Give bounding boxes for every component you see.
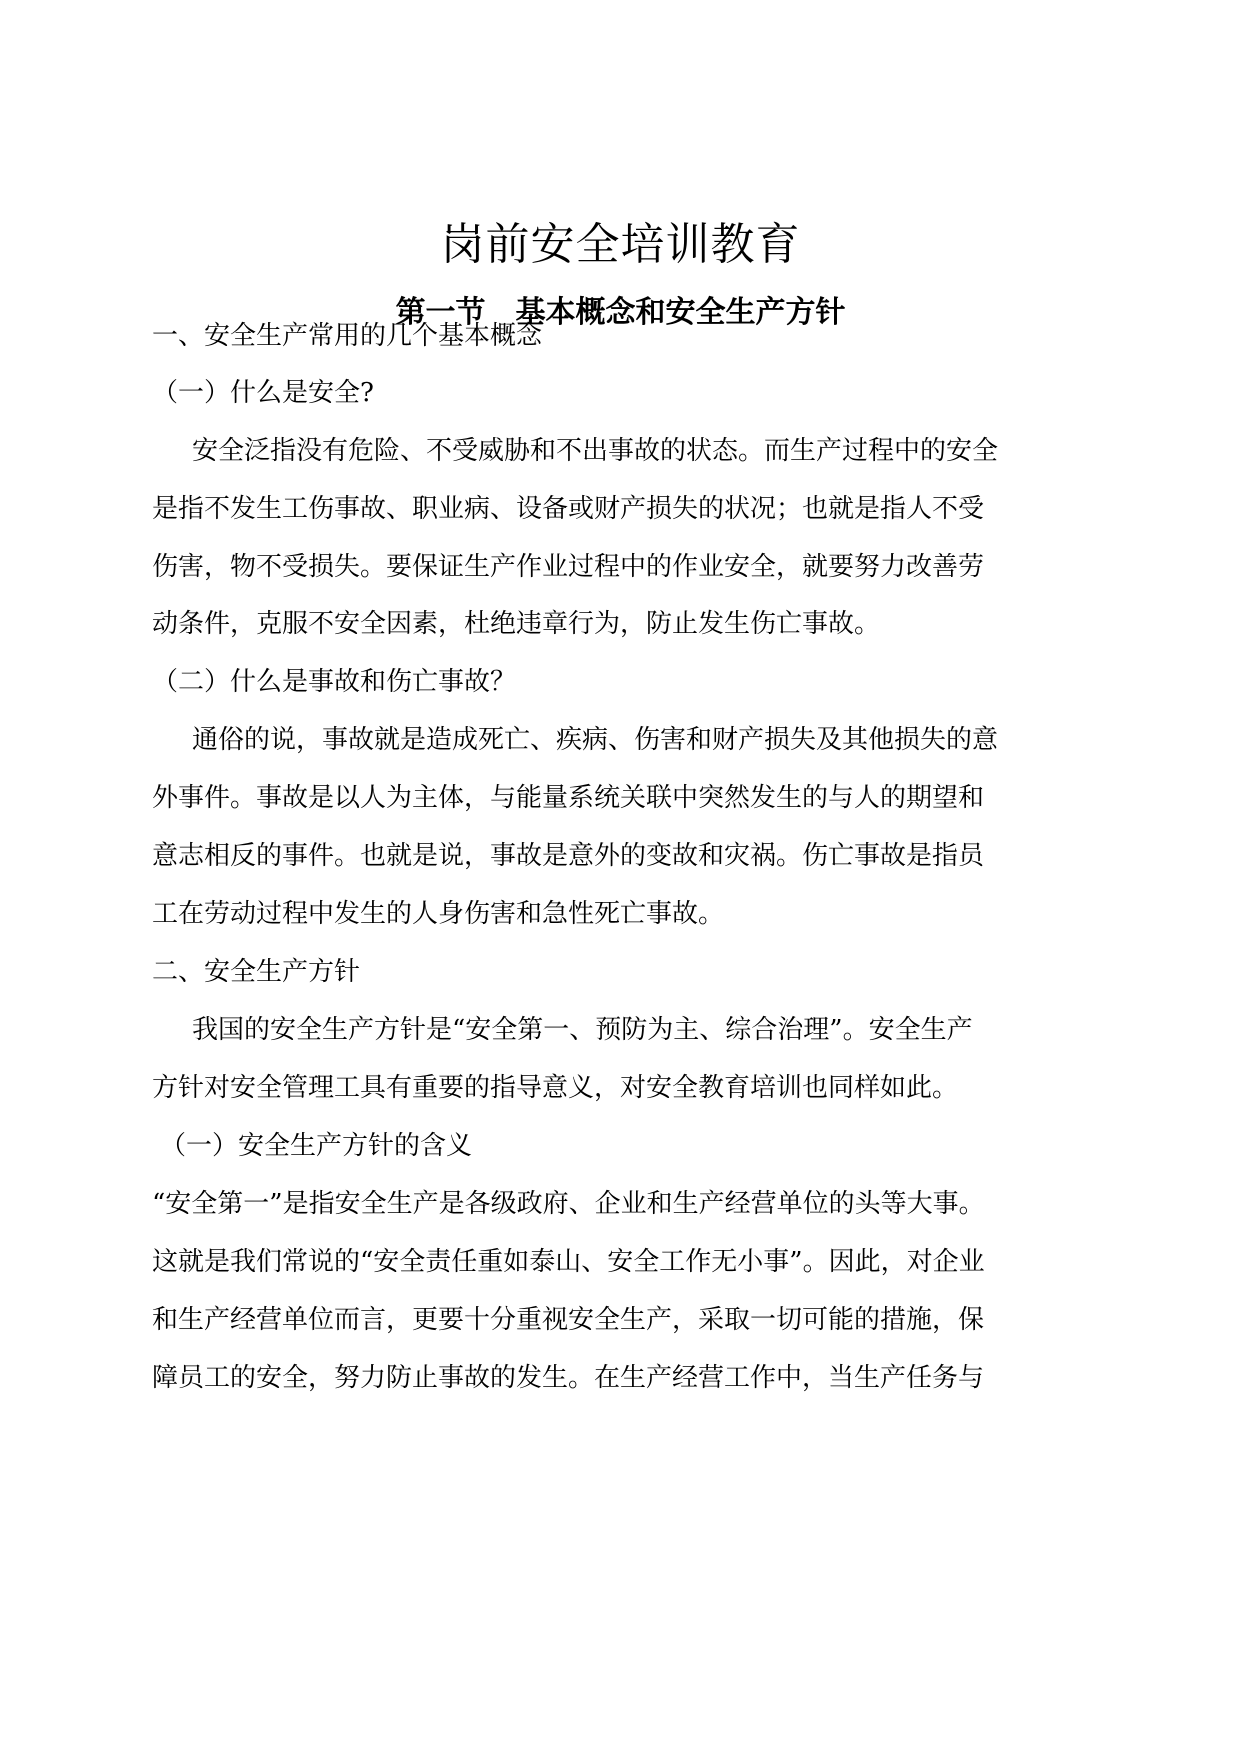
heading-basic-concepts: 一、安全生产常用的几个基本概念 <box>152 321 543 351</box>
paragraph-line: 是指不发生工伤事故、职业病、设备或财产损失的状况；也就是指人不受 <box>152 494 985 524</box>
heading-safety-policy: 二、安全生产方针 <box>152 957 361 987</box>
paragraph-line: 通俗的说，事故就是造成死亡、疾病、伤害和财产损失及其他损失的意 <box>192 725 999 755</box>
paragraph-line: 这就是我们常说的“安全责任重如泰山、安全工作无小事”。因此，对企业 <box>152 1247 985 1277</box>
paragraph-line: 动条件，克服不安全因素，杜绝违章行为，防止发生伤亡事故。 <box>152 609 881 639</box>
paragraph-line: 方针对安全管理工具有重要的指导意义，对安全教育培训也同样如此。 <box>152 1073 959 1103</box>
document-title: 岗前安全培训教育 <box>440 219 801 270</box>
paragraph-line: “安全第一”是指安全生产是各级政府、企业和生产经营单位的头等大事。 <box>152 1189 985 1219</box>
subheading-policy-meaning: （一）安全生产方针的含义 <box>160 1131 473 1161</box>
section-heading: 第一节 基本概念和安全生产方针 <box>395 295 846 330</box>
subheading-what-is-safety: （一）什么是安全? <box>152 378 374 408</box>
paragraph-line: 安全泛指没有危险、不受威胁和不出事故的状态。而生产过程中的安全 <box>192 436 999 466</box>
paragraph-line: 障员工的安全，努力防止事故的发生。在生产经营工作中，当生产任务与 <box>152 1363 985 1393</box>
paragraph-line: 外事件。事故是以人为主体，与能量系统关联中突然发生的与人的期望和 <box>152 783 985 813</box>
paragraph-line: 伤害，物不受损失。要保证生产作业过程中的作业安全，就要努力改善劳 <box>152 552 985 582</box>
paragraph-line: 意志相反的事件。也就是说，事故是意外的变故和灾祸。伤亡事故是指员 <box>152 841 985 871</box>
paragraph-line: 和生产经营单位而言，更要十分重视安全生产，采取一切可能的措施，保 <box>152 1305 985 1335</box>
subheading-what-is-accident: （二）什么是事故和伤亡事故？ <box>152 667 517 697</box>
paragraph-line: 我国的安全生产方针是“安全第一、预防为主、综合治理”。安全生产 <box>192 1015 973 1045</box>
paragraph-line: 工在劳动过程中发生的人身伤害和急性死亡事故。 <box>152 899 725 929</box>
